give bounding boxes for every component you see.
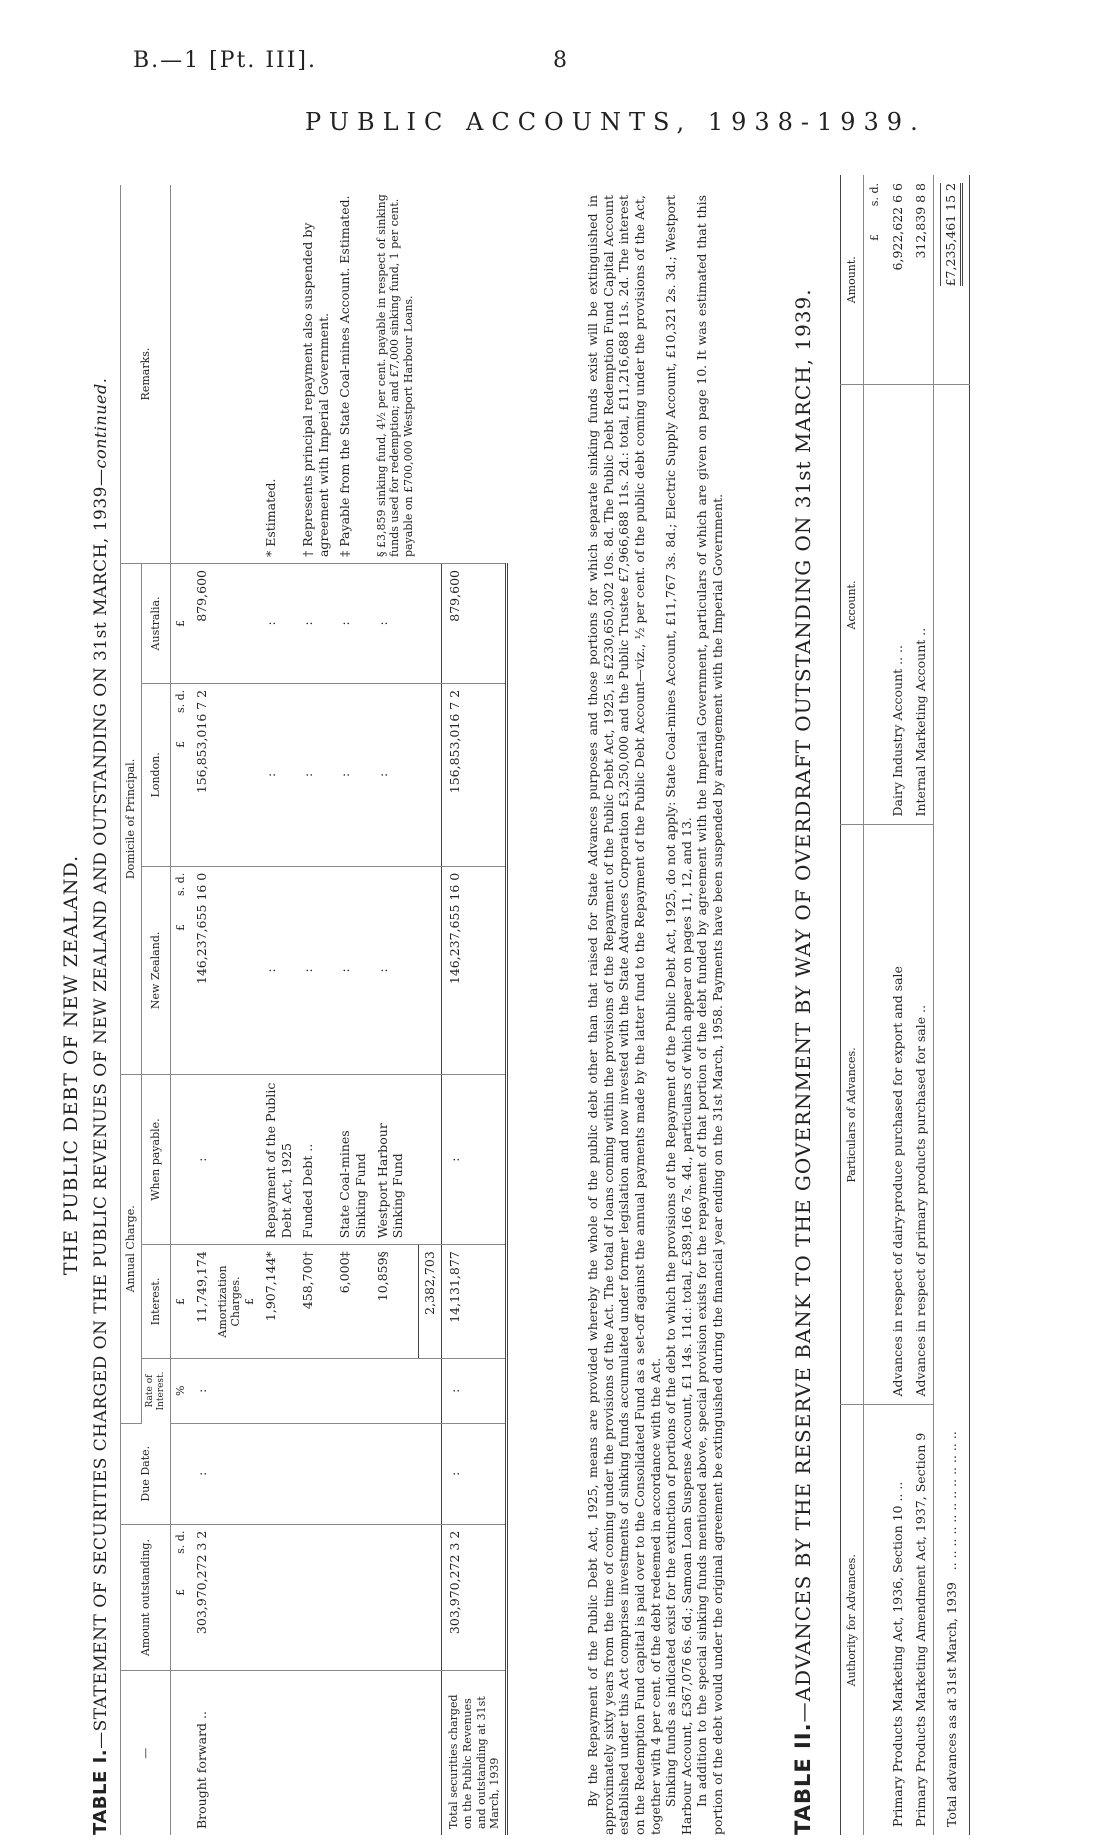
th-domicile: Domicile of Principal.	[121, 564, 142, 1075]
t2-th-amount: Amount.	[841, 175, 864, 385]
bf-nz: 146,237,655 16 0	[191, 866, 213, 1074]
table-row	[863, 175, 885, 1835]
t2-total-label: Total advances as at 31st March, 1939	[943, 1582, 959, 1827]
amort-label: Amortization Charges.	[215, 1265, 243, 1338]
row3-interest: 10,859§	[372, 1245, 419, 1359]
row1-when: Funded Debt ..	[297, 1074, 334, 1244]
row1-nz: :	[297, 866, 334, 1074]
table-row	[419, 185, 442, 1835]
table1-label: TABLE I.	[90, 1748, 111, 1835]
notes	[585, 195, 726, 1835]
row2-london: :	[334, 683, 371, 866]
row0-remark: * Estimated.	[260, 185, 297, 564]
note-paragraph-2: Sinking funds as indicated exist for the extinction of portions of the debt to which the provisions of the Repayment of the Public Debt Act, 1925, do not apply: State Coal-mines Account, £11,767 3s. 8d.; Electric Supply Account, £10,321 2s. 3d.; Westport Harbour Account, £367,076 6s. 6d.; Samoan Loan Suspense Account, £1 14s. 11d.: total, £389,166 7s. 4d., particulars of which appear on pages 11, 12, and 13.	[663, 195, 694, 1835]
row1-interest: 458,700†	[297, 1245, 334, 1359]
total-australia: 879,600	[442, 564, 507, 684]
bf-when: :	[191, 1074, 213, 1244]
t2-row0-account: Dairy Industry Account .. ..	[886, 385, 910, 825]
table2-label: TABLE II.	[791, 1722, 815, 1835]
t2-th-authority: Authority for Advances.	[841, 1405, 864, 1835]
table1	[120, 185, 508, 1835]
table1-title-text: —STATEMENT OF SECURITIES CHARGED ON THE PUBLIC REVENUES OF NEW ZEALAND AND OUTSTANDING ON 31st MARCH, 1939—	[91, 468, 111, 1749]
row2-when: State Coal-mines Sinking Fund	[334, 1074, 371, 1244]
total-rate: :	[442, 1358, 507, 1423]
bf-london: 156,853,016 7 2	[191, 683, 213, 866]
table1-continued: continued.	[91, 377, 110, 469]
table-row	[260, 185, 297, 1835]
rotated-content	[60, 175, 1040, 1835]
bf-rate: :	[191, 1358, 213, 1423]
amort-unit: £	[243, 1297, 257, 1305]
total-row	[442, 185, 507, 1835]
table-row	[372, 185, 419, 1835]
row2-interest: 6,000‡	[334, 1245, 371, 1359]
table-row	[909, 175, 933, 1835]
note-paragraph-1: By the Repayment of the Public Debt Act, 1925, means are provided whereby the whole of the public debt other than that raised for State Advances purposes and those portions for which separate sinking funds exist will be extinguished in approximately sixty years from the time of coming under the provisions of the Act. The total of loans coming within the provisions of the Repayment of the Public Debt Act, 1925, is £230,650,302 10s. 8d. The Public Debt Redemption Fund Capital Account established under this Act comprises investments of sinking funds accumulated under former legislation and now invested with the State Advances Corporation £3,250,000 and the Public Trustee £7,966,688 11s. 2d.: total, £11,216,688 11s. 2d. The interest on the Redemption Fund capital is paid over to the Consolidated Fund as a set-off against the annual payments made by the latter fund to the Repayment of the Public Debt Account—viz., ½ per cent. of the public debt coming under the provisions of the Act, together with 4 per cent. of the debt redeemed in accordance with the Act.	[585, 195, 663, 1835]
t2-total-row	[933, 175, 970, 1835]
t2-unit-sd: s. d.	[867, 183, 881, 207]
th-rate: Rate of Interest.	[141, 1358, 171, 1423]
th-interest: Interest.	[141, 1245, 171, 1359]
row1-london: :	[297, 683, 334, 866]
table-row	[297, 185, 334, 1835]
th-london: London.	[141, 683, 171, 866]
total-label: Total securities charged on the Public Revenues and outstanding at 31st March, 1939	[442, 1671, 507, 1835]
row0-australia: :	[260, 564, 297, 684]
row2-nz: :	[334, 866, 371, 1074]
bf-leader: ..	[194, 1711, 209, 1719]
table-row	[191, 185, 213, 1835]
th-amount: Amount outstanding.	[121, 1524, 171, 1671]
row1-remark: † Represents principal repayment also suspended by agreement with Imperial Government.	[297, 185, 334, 564]
table2-title-text: —ADVANCES BY THE RESERVE BANK TO THE GOVERNMENT BY WAY OF OVERDRAFT OUTSTANDING ON 31st MARCH, 1939.	[791, 288, 815, 1723]
t2-row1-amount: 312,839 8 8	[909, 175, 933, 385]
total-london: 156,853,016 7 2	[442, 683, 507, 866]
t2-row0-authority: Primary Products Marketing Act, 1936, Section 10 .. ..	[889, 1481, 905, 1827]
t2-row1-particulars: Advances in respect of primary products purchased for sale ..	[909, 825, 933, 1405]
table-row	[334, 185, 371, 1835]
t2-th-particulars: Particulars of Advances.	[841, 825, 864, 1405]
th-due: Due Date.	[121, 1423, 171, 1524]
t2-row1-account: Internal Marketing Account ..	[909, 385, 933, 825]
table-row	[886, 175, 910, 1835]
row3-nz: :	[372, 866, 419, 1074]
total-amount: 303,970,272 3 2	[442, 1524, 507, 1671]
th-blank: —	[121, 1671, 171, 1835]
row0-london: :	[260, 683, 297, 866]
table-row	[213, 185, 260, 1835]
page-title: PUBLIC ACCOUNTS, 1938-1939.	[305, 108, 926, 136]
bf-label: Brought forward	[194, 1722, 209, 1829]
row2-australia: :	[334, 564, 371, 684]
row3-london: :	[372, 683, 419, 866]
bf-interest: 11,749,174	[191, 1245, 213, 1359]
t2-row1-authority: Primary Products Marketing Amendment Act, 1937, Section 9	[913, 1432, 929, 1827]
amort-total: 2,382,703	[419, 1245, 442, 1359]
row1-australia: :	[297, 564, 334, 684]
th-annual-charge: Annual Charge.	[121, 1074, 142, 1423]
th-nz: New Zealand.	[141, 866, 171, 1074]
table2	[840, 175, 970, 1835]
t2-row0-particulars: Advances in respect of dairy-produce purchased for export and sale	[886, 825, 910, 1405]
note-paragraph-3: In addition to the special sinking funds mentioned above, special provision exists for the repayment of that portion of the debt funded by agreement with the Imperial Government, particulars of which are given on page 10. It was estimated that this portion of the debt would under the original agreement be extinguished during the financial year ending on the 31st March, 1958. Payments have been suspended by arrangement with the Imperial Government.	[694, 195, 725, 1835]
main-heading: THE PUBLIC DEBT OF NEW ZEALAND.	[60, 854, 82, 1276]
unit-pct: %	[171, 1358, 191, 1423]
page-number: 8	[553, 48, 567, 73]
page-code: B.—1 [Pt. III].	[133, 48, 318, 73]
row3-when: Westport Harbour Sinking Fund	[372, 1074, 419, 1244]
row2-remark: ‡ Payable from the State Coal-mines Account. Estimated.	[334, 185, 371, 564]
unit-pound-nz: £	[174, 923, 188, 931]
total-when: :	[442, 1074, 507, 1244]
total-interest: 14,131,877	[442, 1245, 507, 1359]
unit-sd-london: s. d.	[174, 689, 188, 714]
row3-remark: § £3,859 sinking fund, 4½ per cent. payable in respect of sinking funds used for redemption; and £7,000 sinking fund, 1 per cent. payable on £700,000 Westport Harbour Loans.	[372, 185, 419, 564]
t2-total-leaders: .. .. .. .. .. .. .. .. .. .. .. ..	[943, 1431, 959, 1571]
total-nz: 146,237,655 16 0	[442, 866, 507, 1074]
bf-amount: 303,970,272 3 2	[191, 1524, 213, 1671]
unit-sd-nz: s. d.	[174, 872, 188, 896]
t2-unit-pound: £	[867, 234, 881, 242]
row0-interest: 1,907,144*	[260, 1245, 297, 1359]
t2-total-amount: £7,235,461 15 2	[940, 183, 964, 286]
row3-australia: :	[372, 564, 419, 684]
total-due: :	[442, 1423, 507, 1524]
row0-nz: :	[260, 866, 297, 1074]
t2-th-account: Account.	[841, 385, 864, 825]
unit-pound-interest: £	[171, 1245, 191, 1359]
bf-due: :	[191, 1423, 213, 1524]
th-remarks: Remarks.	[121, 185, 171, 564]
unit-pound-aus: £	[171, 564, 191, 684]
unit-sd: s. d.	[174, 1530, 188, 1554]
table2-title	[790, 175, 816, 1835]
bf-australia: 879,600	[191, 564, 213, 684]
unit-pound-london: £	[174, 741, 188, 749]
t2-row0-amount: 6,922,622 6 6	[886, 175, 910, 385]
th-australia: Australia.	[141, 564, 171, 684]
row0-when: Repayment of the Public Debt Act, 1925	[260, 1074, 297, 1244]
table-row	[171, 185, 191, 1835]
table1-title	[90, 175, 113, 1835]
unit-pound: £	[174, 1588, 188, 1596]
th-when: When payable.	[141, 1074, 171, 1244]
